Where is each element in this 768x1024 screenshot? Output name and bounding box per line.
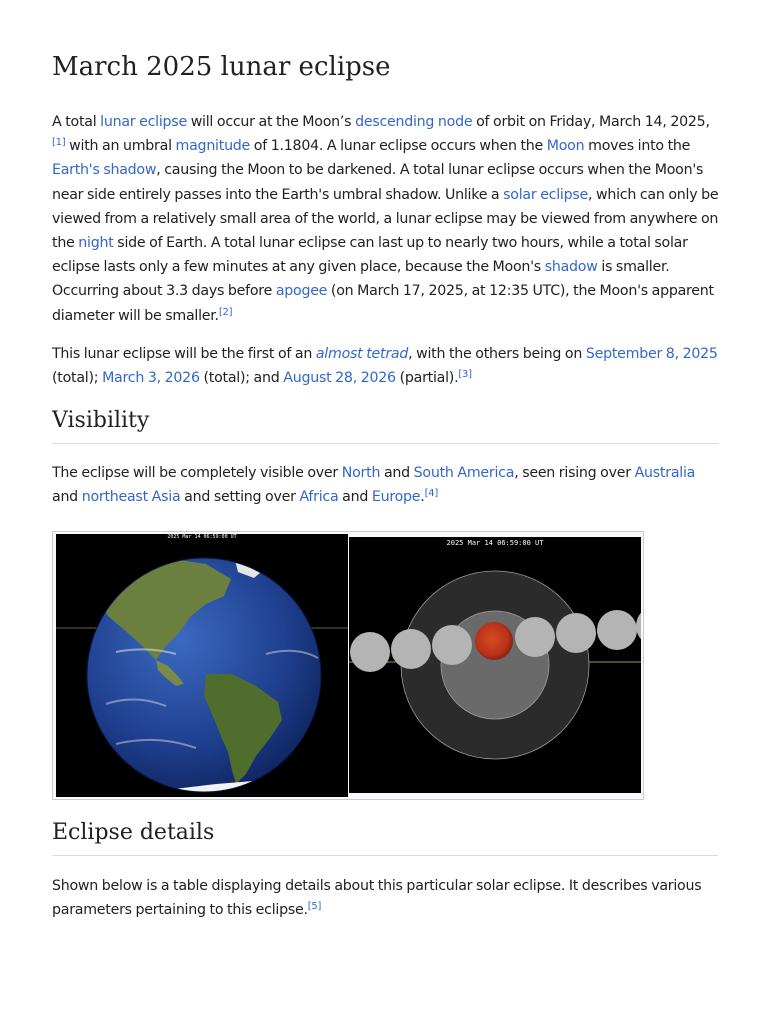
link-earths-shadow[interactable]: Earth's shadow xyxy=(52,162,157,179)
moon-totality xyxy=(475,622,513,660)
visibility-text: The eclipse will be completely visible over xyxy=(52,465,342,481)
link-south-america[interactable]: South America xyxy=(413,465,515,481)
tetrad-text: (partial). xyxy=(395,370,459,387)
intro-text: , which can only be viewed from a relatively small area of the world, a lunar eclipse may be viewed from anywhere on the xyxy=(52,186,719,252)
citation-5-link[interactable]: [5] xyxy=(307,901,322,913)
link-almost-tetrad[interactable]: almost tetrad xyxy=(315,346,409,362)
right-image-timestamp: 2025 Mar 14 06:59:00 UT xyxy=(446,539,544,547)
visibility-text: and xyxy=(52,489,82,506)
visibility-text: and setting over xyxy=(180,489,300,506)
intro-text: moves into the xyxy=(584,138,691,155)
page-title: March 2025 lunar eclipse xyxy=(52,52,391,82)
moon-position-2 xyxy=(391,629,431,669)
eclipse-path-graphic xyxy=(349,537,641,793)
intro-text: , causing the Moon to be darkened. A total lunar eclipse occurs when the Moon's near side entirely passes into the Earth's umbral shadow. Unlike a xyxy=(52,162,704,203)
intro-text: (on March 17, 2025, at 12:35 UTC), the Moon's apparent diameter will be smaller. xyxy=(52,283,714,324)
moon-position-5 xyxy=(515,617,555,657)
details-paragraph xyxy=(52,874,720,922)
visibility-text: , seen rising over xyxy=(514,465,635,481)
visibility-text: and xyxy=(380,465,414,481)
intro-text: with an umbral xyxy=(65,138,176,155)
link-solar-eclipse[interactable]: solar eclipse xyxy=(503,186,588,203)
citation-1[interactable] xyxy=(52,137,65,148)
visibility-text: and xyxy=(338,489,372,506)
earth-visibility-image[interactable] xyxy=(56,534,348,797)
tetrad-text: (total); xyxy=(52,370,103,387)
section-heading-eclipse-details: Eclipse details xyxy=(52,820,718,856)
intro-paragraph xyxy=(52,110,720,328)
link-europe[interactable]: Europe xyxy=(371,489,421,506)
link-magnitude[interactable]: magnitude xyxy=(175,138,251,155)
link-descending-node[interactable]: descending node xyxy=(355,114,473,130)
section-heading-visibility: Visibility xyxy=(52,408,718,444)
link-africa[interactable]: Africa xyxy=(299,489,339,506)
link-september-8-2025[interactable]: September 8, 2025 xyxy=(585,346,718,362)
link-lunar-eclipse[interactable]: lunar eclipse xyxy=(100,114,187,130)
intro-text: is smaller. Occurring about 3.3 days before xyxy=(52,259,670,300)
citation-3-link[interactable]: [3] xyxy=(458,369,472,381)
moon-position-1 xyxy=(350,632,390,672)
moon-position-6 xyxy=(556,613,596,653)
tetrad-text: (total); and xyxy=(199,370,284,387)
eclipse-path-image[interactable] xyxy=(349,537,641,793)
intro-text: will occur at the Moon’s xyxy=(186,114,356,130)
tetrad-text: , with the others being on xyxy=(408,346,586,362)
link-australia[interactable]: Australia xyxy=(634,465,696,481)
link-northeast-asia[interactable]: northeast Asia xyxy=(81,489,181,506)
visibility-paragraph xyxy=(52,461,720,509)
citation-4[interactable] xyxy=(425,488,438,499)
link-august-28-2026[interactable]: August 28, 2026 xyxy=(283,370,396,387)
tetrad-paragraph xyxy=(52,342,720,390)
link-shadow[interactable]: shadow xyxy=(544,259,598,276)
link-night[interactable]: night xyxy=(78,235,114,252)
visibility-text: . xyxy=(420,489,425,506)
left-image-timestamp: 2025 Mar 14 06:59:00 UT xyxy=(167,534,237,540)
link-north[interactable]: North xyxy=(341,465,381,481)
earth-globe-graphic xyxy=(56,534,348,797)
citation-2-link[interactable]: [2] xyxy=(218,306,233,318)
details-text: Shown below is a table displaying details about this particular solar eclipse. It describes various parameters pertaining to this eclipse. xyxy=(52,878,702,919)
citation-1-link[interactable]: [1] xyxy=(52,137,66,149)
intro-text: of orbit on Friday, March 14, 2025, xyxy=(472,114,710,130)
link-march-3-2026[interactable]: March 3, 2026 xyxy=(102,370,200,387)
citation-5[interactable] xyxy=(308,901,321,912)
moon-position-7 xyxy=(597,610,637,650)
citation-4-link[interactable]: [4] xyxy=(424,488,438,500)
tetrad-text: This lunar eclipse will be the first of an xyxy=(52,346,316,362)
citation-3[interactable] xyxy=(458,369,471,380)
link-moon[interactable]: Moon xyxy=(546,138,585,155)
intro-text: of 1.1804. A lunar eclipse occurs when the xyxy=(250,138,547,155)
intro-text: side of Earth. A total lunar eclipse can last up to nearly two hours, while a total solar eclipse lasts only a few minutes at any given place, because the Moon's xyxy=(52,235,688,276)
intro-text: A total xyxy=(52,114,101,130)
link-apogee[interactable]: apogee xyxy=(275,283,328,300)
citation-2[interactable] xyxy=(219,307,232,318)
eclipse-figure[interactable] xyxy=(52,531,644,800)
moon-position-3 xyxy=(432,625,472,665)
